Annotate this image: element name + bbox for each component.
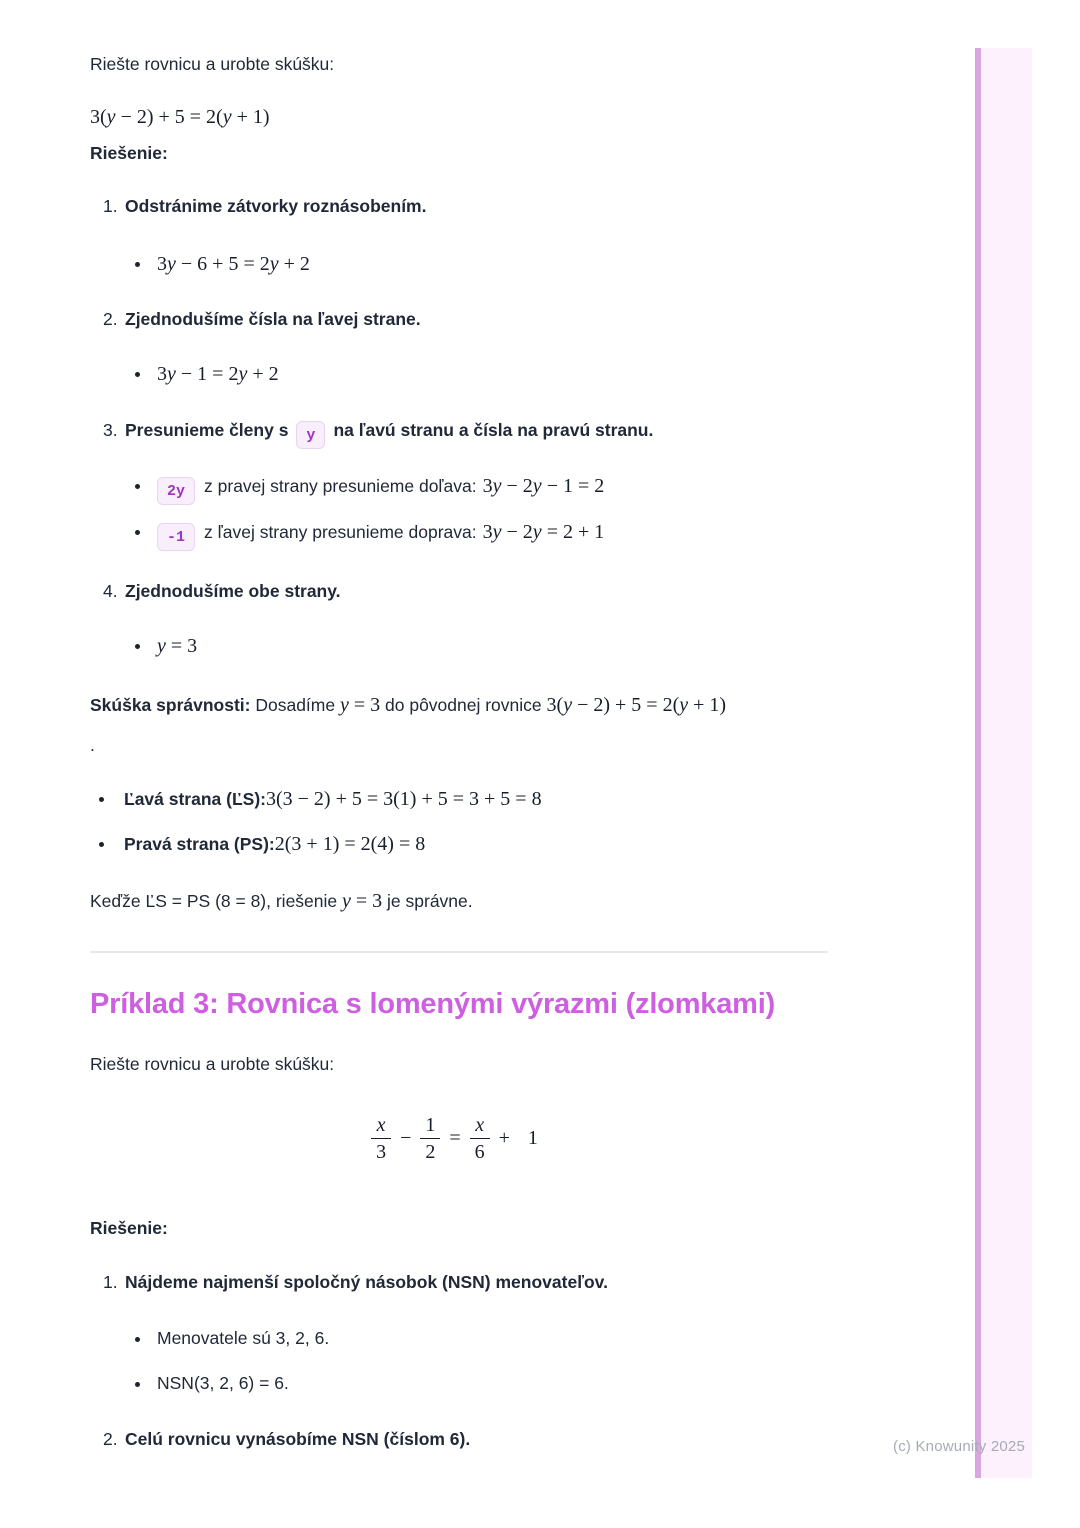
step-2 [90,1427,828,1451]
operator: − [400,1127,412,1149]
step-1-bullet-2 [90,1371,828,1398]
check-math: y = 3 [339,694,381,716]
check-math: 3(y − 2) + 5 = 2(y + 1) [546,694,727,716]
step-number: 1. [103,196,118,216]
check-label: Skúška správnosti: [90,695,251,715]
step-1-bullet [90,251,828,279]
step-math: 3y − 1 = 2y + 2 [157,363,279,385]
left-side-bullet [90,786,828,814]
step-title-pre: Presunieme členy s [125,420,289,440]
solution-label: Riešenie: [90,143,168,163]
conclusion-math: y = 3 [342,890,383,912]
check-text: Dosadíme [250,695,340,715]
fraction-denominator: 6 [470,1138,490,1165]
step-1-bullet-1 [90,1326,828,1353]
check-paragraph [90,692,828,718]
step-math: 3y − 6 + 5 = 2y + 2 [157,253,310,275]
step-3-bullet-2 [90,519,828,551]
step-number: 4. [103,581,118,601]
step-title-post: na ľavú stranu a čísla na pravú stranu. [333,420,654,440]
prompt-text: Riešte rovnicu a urobte skúšku: [90,1054,335,1074]
step-4-bullet [90,633,828,661]
side-stripe-decoration [975,48,981,1478]
conclusion-paragraph [90,888,828,914]
bullet-text: Menovatele sú 3, 2, 6. [157,1328,330,1348]
step-title: Odstránime zátvorky roznásobením. [125,196,427,216]
step-title: Nájdeme najmenší spoločný násobok (NSN) menovateľov. [125,1272,608,1292]
variable-badge: y [296,421,325,449]
step-number: 3. [103,420,118,440]
step-title [125,418,653,449]
fraction [371,1112,391,1165]
bullet-text: z ľavej strany presunieme doprava: [204,522,477,542]
display-equation [90,1103,828,1173]
bullet-math: 3y − 2y − 1 = 2 [482,475,605,497]
step-math: y = 3 [157,635,198,657]
term-badge: -1 [157,523,195,551]
bullet-text: NSN(3, 2, 6) = 6. [157,1373,289,1393]
term-badge: 2y [157,477,195,505]
fraction-numerator: x [475,1113,485,1136]
step-number: 2. [103,309,118,329]
fraction-denominator: 2 [420,1138,440,1165]
step-number: 2. [103,1429,118,1449]
section-divider [90,951,828,953]
content-column [90,0,828,1451]
conclusion-text: Keďže ĽS = PS (8 = 8), riešenie [90,891,342,911]
left-side-math: 3(3 − 2) + 5 = 3(1) + 5 = 3 + 5 = 8 [265,788,542,810]
step-title: Zjednodušíme obe strany. [125,581,341,601]
equation-line: 3(y − 2) + 5 = 2(y + 1) [90,106,270,128]
step-3 [90,418,828,449]
number: 1 [527,1127,538,1149]
solution-label: Riešenie: [90,1218,168,1238]
copyright-footer: (c) Knowunity 2025 [893,1438,1026,1455]
fraction-denominator: 3 [371,1138,391,1165]
fraction [470,1112,490,1165]
step-1 [90,1270,828,1294]
fraction [420,1112,440,1165]
fraction-numerator: x [376,1113,386,1136]
conclusion-text: je správne. [382,891,473,911]
step-title: Zjednodušíme čísla na ľavej strane. [125,309,421,329]
bullet-math: 3y − 2y = 2 + 1 [482,521,605,543]
operator: = [449,1127,461,1149]
section-heading: Príklad 3: Rovnica s lomenými výrazmi (zlomkami) [90,988,776,1020]
left-side-label: Ľavá strana (ĽS): [124,789,266,809]
step-title: Celú rovnicu vynásobíme NSN (číslom 6). [125,1429,471,1449]
step-2-bullet [90,361,828,389]
step-2 [90,307,828,331]
operator: + [498,1127,510,1149]
step-1 [90,194,828,218]
fraction-numerator: 1 [425,1113,436,1136]
right-side-bullet [90,831,828,859]
check-text: do pôvodnej rovnice [380,695,547,715]
check-period: . [90,735,95,755]
step-3-bullet-1 [90,473,828,505]
side-panel-decoration [981,48,1032,1478]
prompt-text: Riešte rovnicu a urobte skúšku: [90,54,335,74]
bullet-text: z pravej strany presunieme doľava: [204,476,477,496]
right-side-label: Pravá strana (PS): [124,834,275,854]
step-number: 1. [103,1272,118,1292]
step-4 [90,579,828,603]
right-side-math: 2(3 + 1) = 2(4) = 8 [274,833,426,855]
